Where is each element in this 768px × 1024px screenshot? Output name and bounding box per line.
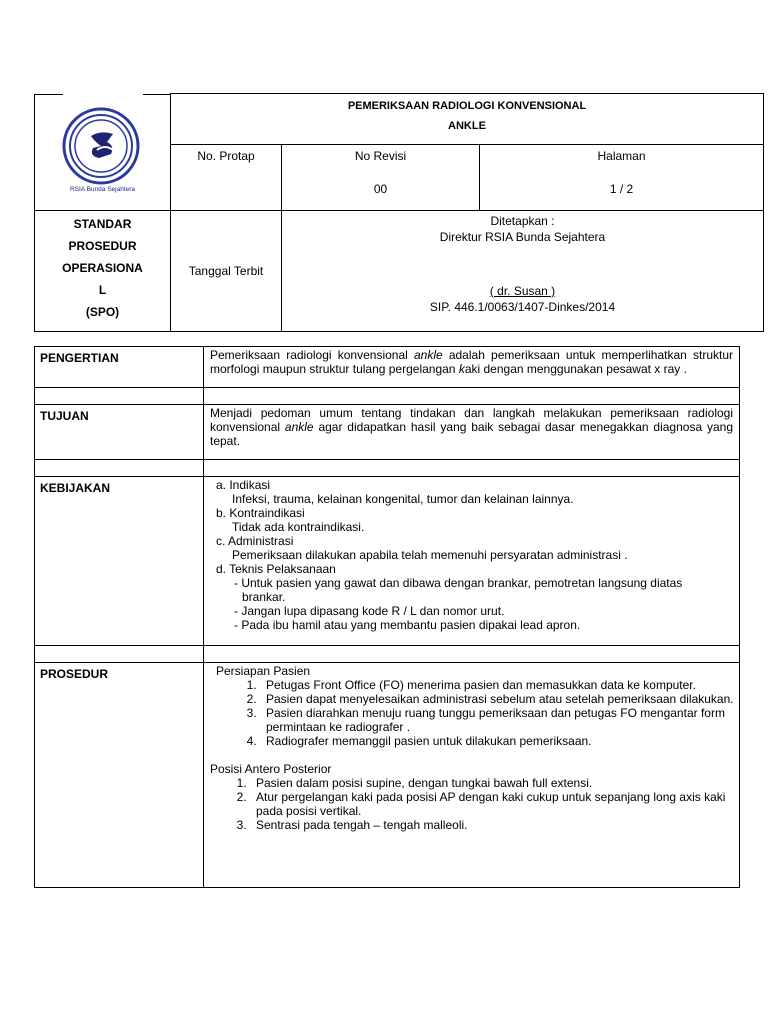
kebijakan-c-title: c. Administrasi	[216, 534, 294, 548]
revisi-value-cell	[282, 180, 480, 211]
posisi-list	[204, 776, 739, 832]
halaman-label: Halaman	[597, 149, 646, 163]
posisi-step: 1. Pasien dalam posisi supine, dengan tungkai bawah full extensi.	[250, 776, 739, 790]
spo-line: (SPO)	[85, 304, 120, 319]
tanggal-cell	[171, 210, 282, 331]
spo-line: L	[98, 282, 107, 297]
spacer-cell	[204, 646, 740, 663]
halaman-value: 1 / 2	[609, 181, 634, 196]
logo-cell	[35, 94, 171, 211]
protap-cell	[171, 145, 282, 211]
logo-caption: RSIA Bunda Sejahtera	[69, 185, 136, 193]
kebijakan-c-text: Pemeriksaan dilakukan apabila telah memenuhi persyaratan administrasi .	[232, 548, 628, 562]
revisi-label: No Revisi	[354, 149, 407, 163]
kebijakan-d-item: brankar.	[242, 590, 286, 604]
pengertian-label: PENGERTIAN	[35, 347, 204, 388]
posisi-title: Posisi Antero Posterior	[210, 762, 332, 776]
spo-line: PROSEDUR	[68, 238, 137, 253]
spacer-cell	[35, 646, 204, 663]
protap-label: No. Protap	[197, 149, 255, 163]
tanggal-terbit-label: Tanggal Terbit	[188, 263, 264, 278]
posisi-step: 3. Sentrasi pada tengah – tengah malleoli.	[250, 818, 739, 832]
kebijakan-label: KEBIJAKAN	[35, 477, 204, 646]
pengertian-text: Pemeriksaan radiologi konvensional ankle adalah pemeriksaan untuk memperlihatkan struktur morfologi maupun struktur tulang pergelangan kaki dengan menggunakan pesawat x ray .	[204, 347, 740, 388]
spacer-cell	[35, 388, 204, 405]
persiapan-step: 2. Pasien dapat menyelesaikan administrasi sebelum atau setelah pemeriksaan dilakukan.	[260, 692, 739, 706]
approval-cell	[282, 210, 764, 331]
kebijakan-a-title: a. Indikasi	[216, 478, 271, 492]
kebijakan-d-item: - Jangan lupa dipasang kode R / L dan nomor urut.	[234, 604, 505, 618]
spacer-cell	[204, 388, 740, 405]
sip-number: SIP. 446.1/0063/1407-Dinkes/2014	[429, 299, 616, 314]
content-table	[34, 346, 740, 888]
prosedur-label: PROSEDUR	[35, 663, 204, 888]
kebijakan-d-item: - Untuk pasien yang gawat dan dibawa dengan brankar, pemotretan langsung diatas	[234, 576, 683, 590]
persiapan-list	[204, 678, 739, 748]
title-cell	[171, 94, 764, 145]
kebijakan-b-title: b. Kontraindikasi	[216, 506, 305, 520]
spacer-cell	[204, 460, 740, 477]
prosedur-body	[204, 663, 740, 888]
kebijakan-b-text: Tidak ada kontraindikasi.	[232, 520, 365, 534]
signer-name: ( dr. Susan )	[489, 283, 556, 298]
kebijakan-body	[204, 477, 740, 646]
persiapan-step: 3. Pasien diarahkan menuju ruang tunggu pemeriksaan dan petugas FO mengantar form permintaan ke radiografer .	[260, 706, 739, 734]
halaman-value-cell	[480, 180, 764, 211]
header-table	[34, 93, 764, 332]
tujuan-text: Menjadi pedoman umum tentang tindakan dan langkah melakukan pemeriksaan radiologi konvensional ankle agar didapatkan hasil yang baik sebagai dasar menegakkan diagnosa yang tepat.	[204, 405, 740, 460]
spo-title-cell	[35, 210, 171, 331]
revisi-value: 00	[373, 181, 388, 196]
spo-line: STANDAR	[73, 216, 132, 231]
document-title: PEMERIKSAAN RADIOLOGI KONVENSIONAL	[347, 100, 587, 112]
direktur-label: Direktur RSIA Bunda Sejahtera	[439, 229, 606, 244]
persiapan-title: Persiapan Pasien	[216, 664, 311, 678]
persiapan-step: 4. Radiografer memanggil pasien untuk dilakukan pemeriksaan.	[260, 734, 739, 748]
ditetapkan-label: Ditetapkan :	[490, 213, 555, 228]
revisi-label-cell	[282, 145, 480, 180]
halaman-label-cell	[480, 145, 764, 180]
spo-line: OPERASIONA	[62, 260, 143, 275]
posisi-step: 2. Atur pergelangan kaki pada posisi AP dengan kaki cukup untuk sepanjang long axis kaki pada posisi vertikal.	[250, 790, 739, 818]
document-subtitle: ANKLE	[448, 120, 486, 132]
kebijakan-a-text: Infeksi, trauma, kelainan kongenital, tumor dan kelainan lainnya.	[232, 492, 574, 506]
kebijakan-d-item: - Pada ibu hamil atau yang membantu pasien dipakai lead apron.	[234, 618, 581, 632]
spacer-cell	[35, 460, 204, 477]
tujuan-label: TUJUAN	[35, 405, 204, 460]
kebijakan-d-title: d. Teknis Pelaksanaan	[216, 562, 336, 576]
hospital-logo	[61, 106, 141, 186]
persiapan-step: 1. Petugas Front Office (FO) menerima pasien dan memasukkan data ke komputer.	[260, 678, 739, 692]
